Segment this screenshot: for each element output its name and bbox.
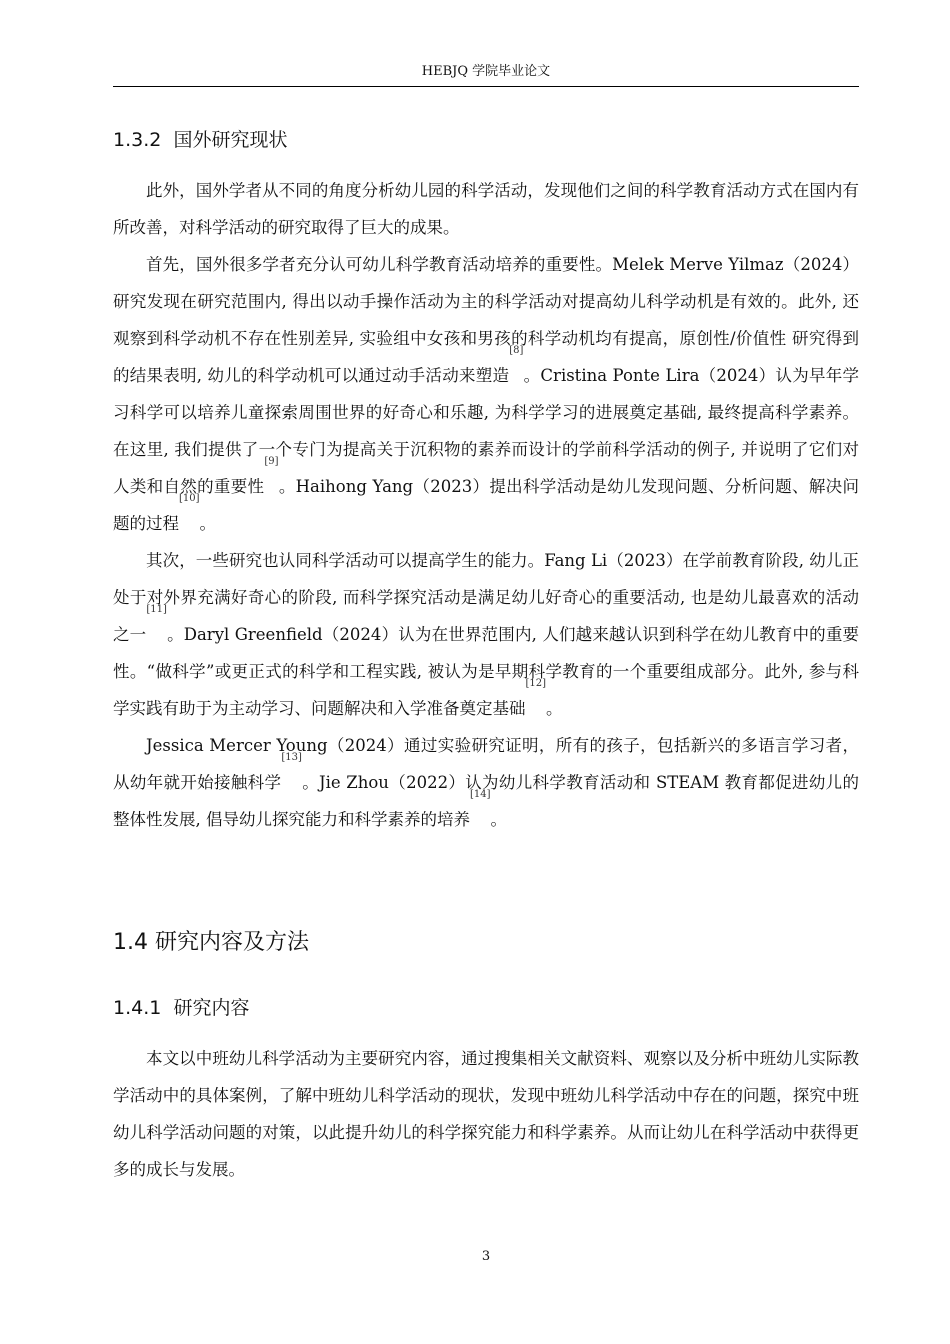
- section-heading-1-3-2: [113, 128, 287, 152]
- section-title: 研究内容及方法: [155, 930, 310, 955]
- page-number: 3: [481, 1249, 491, 1264]
- section-body-1-4-1: [113, 1040, 859, 1188]
- header-rule: [113, 86, 859, 87]
- paragraph-text: 首先，国外很多学者充分认可幼儿科学教育活动培养的重要性。Melek Merve Yilmaz（2024）研究发现在研究范围内, 得出以动手操作活动为主的科学活动对提高幼儿科学动机是有效的。此外, 还观察到科学动机不存在性别差异, 实验组中女孩和男孩的科学动机均有提高，原创性/价值性 研究得到的结果表明, 幼儿的科学动机可以通过动手活动来塑造: [113, 255, 859, 385]
- paragraph: [113, 727, 859, 838]
- section-heading-1-4: [113, 929, 309, 957]
- citation-ref: [8]: [509, 345, 524, 356]
- paragraph-text: 。: [199, 514, 217, 533]
- paragraph: 本文以中班幼儿科学活动为主要研究内容，通过搜集相关文献资料、观察以及分析中班幼儿实际教学活动中的具体案例，了解中班幼儿科学活动的现状，发现中班幼儿科学活动中存在的问题，探究中班幼儿科学活动问题的对策，以此提升幼儿的科学探究能力和科学素养。从而让幼儿在科学活动中获得更多的成长与发展。: [113, 1049, 859, 1179]
- section-number: 1.3.2: [113, 129, 162, 151]
- citation-ref: [13]: [281, 752, 302, 763]
- running-header: HEBJQ 学院毕业论文: [421, 64, 551, 79]
- paragraph-text: 。Daryl Greenfield（2024）认为在世界范围内, 人们越来越认识到科学在幼儿教育中的重要性。“做科学”或更正式的科学和工程实践, 被认为是早期科学教育的一个重要组成部分。此外, 参与科学实践有助于为主动学习、问题解决和入学准备奠定基础: [113, 625, 859, 718]
- citation-ref: [9]: [264, 456, 279, 467]
- paragraph-text: 。: [546, 699, 563, 718]
- section-title: 研究内容: [173, 997, 250, 1019]
- paragraph-text: 。Cristina Ponte Lira（2024）认为早年学习科学可以培养儿童探索周围世界的好奇心和乐趣, 为科学学习的进展奠定基础, 最终提高科学素养。在这里, 我们提供了一个专门为提高关于沉积物的素养而设计的学前科学活动的例子, 并说明了它们对人类和自然的重要性: [113, 366, 859, 496]
- paragraph: [113, 542, 859, 727]
- section-heading-1-4-1: [113, 996, 249, 1020]
- paragraph: 此外，国外学者从不同的角度分析幼儿园的科学活动，发现他们之间的科学教育活动方式在国内有所改善，对科学活动的研究取得了巨大的成果。: [113, 181, 859, 237]
- section-body-1-3-2: [113, 172, 859, 838]
- citation-ref: [11]: [146, 604, 167, 615]
- paragraph-text: Jessica Mercer Young（2024）通过实验研究证明，所有的孩子，包括新兴的多语言学习者，从幼年就开始接触科学: [113, 736, 859, 792]
- citation-ref: [14]: [470, 789, 491, 800]
- paragraph-text: 其次，一些研究也认同科学活动可以提高学生的能力。Fang Li（2023）在学前教育阶段, 幼儿正处于对外界充满好奇心的阶段, 而科学探究活动是满足幼儿好奇心的重要活动, 也是幼儿最喜欢的活动之一: [113, 551, 859, 644]
- section-number: 1.4.1: [113, 997, 162, 1019]
- paragraph: [113, 246, 859, 542]
- citation-ref: [12]: [525, 678, 547, 689]
- citation-ref: [10]: [179, 493, 200, 504]
- paragraph-text: 。Haihong Yang（2023）提出科学活动是幼儿发现问题、分析问题、解决问题的过程: [113, 477, 859, 533]
- paragraph-text: 。Jie Zhou（2022）认为幼儿科学教育活动和 STEAM 教育都促进幼儿的整体性发展, 倡导幼儿探究能力和科学素养的培养: [113, 773, 860, 829]
- paragraph-text: 。: [490, 810, 508, 829]
- section-number: 1.4: [113, 930, 148, 955]
- section-title: 国外研究现状: [173, 129, 288, 151]
